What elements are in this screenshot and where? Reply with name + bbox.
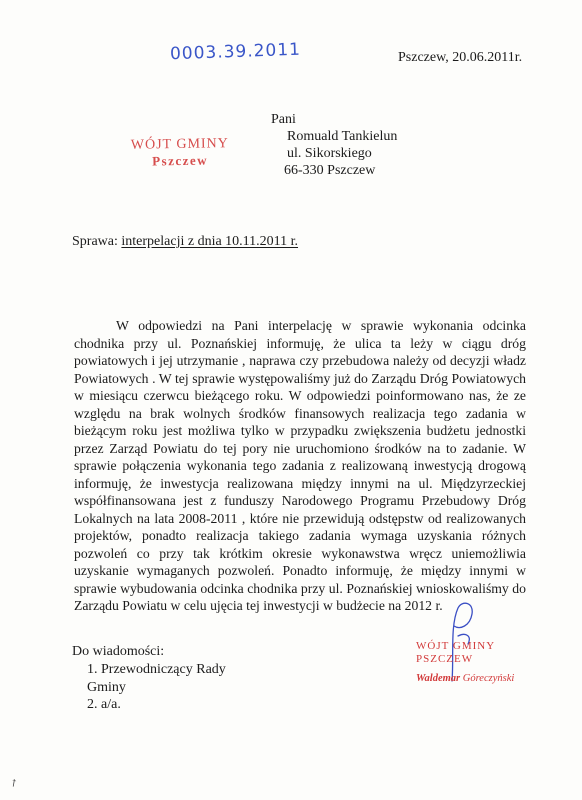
signature-name-prefix: Waldemar <box>416 673 461 684</box>
cc-list <box>87 661 226 714</box>
subject-line <box>72 234 298 250</box>
cc-item <box>87 679 226 697</box>
signature-stamp <box>416 640 546 685</box>
case-number-handwritten: 0003.39.2011 <box>169 39 302 65</box>
stamp-line-2: Pszczew <box>152 152 209 169</box>
place-date: Pszczew, 20.06.2011r. <box>398 50 523 65</box>
corner-mark: ↗ <box>7 776 21 791</box>
addressee-title: Pani <box>271 112 296 127</box>
office-stamp <box>120 136 241 170</box>
addressee-name: Romuald Tankielun <box>287 129 398 144</box>
subject-text: interpelacji z dnia 10.11.2011 r. <box>121 234 299 249</box>
stamp-line-1: WÓJT GMINY <box>130 136 229 153</box>
cc-item: 2. a/a. <box>87 697 121 712</box>
addressee-street: ul. Sikorskiego <box>287 146 372 161</box>
subject-label: Sprawa: <box>72 234 118 249</box>
addressee-postal: 66-330 Pszczew <box>284 163 376 178</box>
signature-name-line <box>416 672 546 685</box>
cc-item: 1. Przewodniczący Rady <box>87 662 226 677</box>
signature-stamp-line: WÓJT GMINY PSZCZEW <box>416 640 495 665</box>
cc-item-continuation: Gminy <box>87 679 126 695</box>
cc-heading: Do wiadomości: <box>72 644 165 659</box>
signature-name: Góreczyński <box>462 673 515 684</box>
letter-body: W odpowiedzi na Pani interpelację w sprawie wykonania odcinka chodnika przy ul. Poznańskiej informuję, że ulica ta leży w ciągu dróg powiatowych i jej utrzymanie , naprawa czy przebudowa należy od decyzji władz Powiatowych . W tej sprawie występowaliśmy już do Zarządu Dróg Powiatowych w miesiącu czerwcu bieżącego roku. W odpowiedzi poinformowano nas, że ze względu na brak wolnych środków finansowych realizacja tego zadania w bieżącym roku jest możliwa tylko w przypadku zwiększenia budżetu jednostki przez Zarząd Powiatu do tej pory nie uruchomiono środków na to zadanie. W sprawie połączenia wykonania tego zadania z realizowaną inwestycją drogową informuję, że inwestycja realizowana między innymi na ul. Międzyrzeckiej współfinansowana jest z funduszy Narodowego Programu Przebudowy Dróg Lokalnych na lata 2008-2011 , które nie przewidują odstępstw od realizowanych projektów, ponadto realizacja takiego zadania wymaga uzyskania różnych pozwoleń co przy tak krótkim okresie wykonawstwa wręcz uniemożliwia uzyskanie wymaganych pozwoleń. Ponadto informuję, że między innymi w sprawie wybudowania odcinka chodnika przy ul. Poznańskiej wnioskowaliśmy do Zarządu Powiatu w celu ujęcia tej inwestycji w budżecie na 2012 r. <box>74 318 526 613</box>
